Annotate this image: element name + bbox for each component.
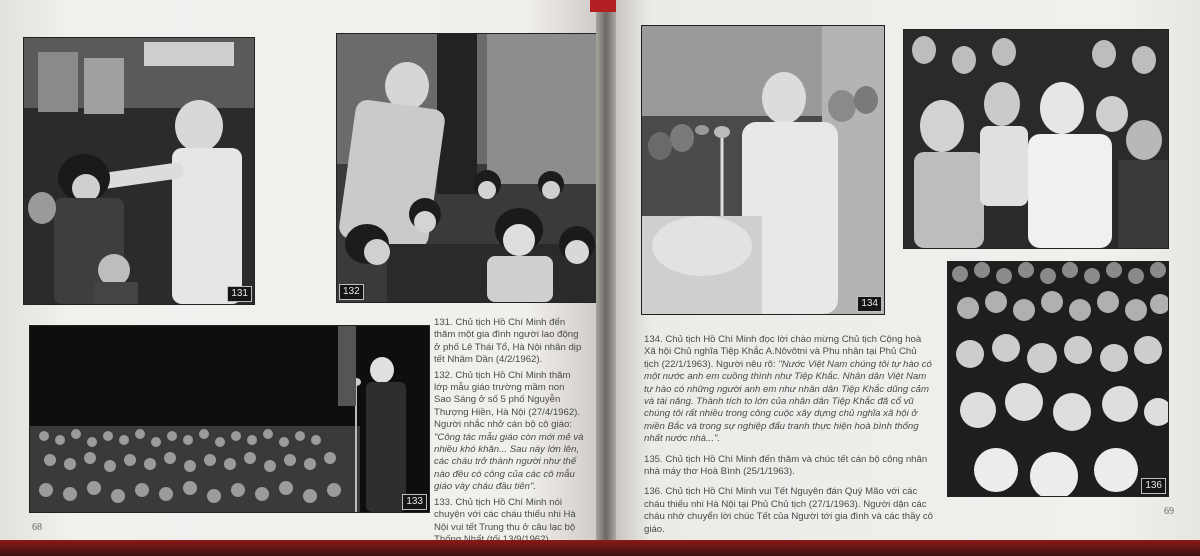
photo-number-badge: 136 (1141, 478, 1166, 494)
caption-block-right (644, 334, 934, 539)
caption-134-quote: "Nước Việt Nam chúng tôi tự hào có một nước anh em cuồng thình như Tiệp Khắc. Nhân dân Việt Nam tự hào có những người anh em như nhân dân Tiệp Khắc dũng cảm và tài năng. Thành tích to lớn của nhân dân Tiệp Khắc đã cổ vũ chúng tôi rất nhiều trong công cuộc xây dựng chủ nghĩa xã hội ở miền Bắc và trong sự nghiệp đấu tranh thực hiện hoà bình thống nhất nước nhà...". (644, 358, 932, 445)
photo-number-badge: 132 (339, 284, 364, 300)
book-cover-bottom-edge (0, 540, 1200, 556)
caption-134-lead: Người nêu rõ: (716, 358, 776, 370)
photo-number-badge: 131 (227, 286, 252, 302)
caption-134-text: 134. Chủ tịch Hồ Chí Minh đọc lời chào mừng Chủ tịch Cộng hoà Xã hội Chủ nghĩa Tiệp Khắc A.Nôvôtni và Phu nhân tại Phủ Chủ tịch (22/1/1963). (644, 334, 922, 370)
photo-number-badge: 133 (402, 494, 427, 510)
caption-136: 136. Chủ tịch Hồ Chí Minh vui Tết Nguyên đán Quý Mão với các cháu thiếu nhi Hà Nội tại Phủ Chủ tịch (27/1/1963). Người dặn các cháu nhớ chuyển lời chúc Tết của Người tới gia đình và các thầy cô giáo. (644, 486, 933, 535)
photo-132-image (337, 34, 599, 302)
photo-132 (337, 34, 599, 302)
photo-134 (642, 26, 884, 314)
photo-136-image (948, 262, 1168, 496)
photo-131-image (24, 38, 254, 304)
caption-135: 135. Chủ tịch Hồ Chí Minh đến thăm và chúc tết cán bộ công nhân nhà máy thơ Hoà Bình (25/1/1963). (644, 453, 928, 478)
photo-133 (30, 326, 429, 512)
photo-131 (24, 38, 254, 304)
photo-number-badge: 134 (857, 296, 882, 312)
photo-135 (904, 30, 1168, 248)
left-page (0, 0, 598, 540)
photo-136 (948, 262, 1168, 496)
left-page-number: 68 (32, 522, 42, 533)
caption-131: 131. Chủ tịch Hồ Chí Minh đến thăm một gia đình người lao động ở phố Lê Thái Tổ, Hà Nội nhân dịp tết Nhâm Dần (4/2/1962). (434, 317, 582, 366)
caption-133: 133. Chủ tịch Hồ Chí Minh nói chuyện với các cháu thiếu nhi Hà Nội vui tết Trung thu ở câu lạc bộ (434, 496, 576, 533)
right-page (616, 0, 1200, 540)
book-gutter (596, 0, 618, 540)
photo-133-image (30, 326, 429, 512)
caption-134 (644, 334, 934, 446)
caption-block-left (434, 317, 584, 549)
caption-132-text: 132. Chủ tịch Hồ Chí Minh thăm lớp mẫu giáo trường mầm non Sao Sáng ở số 5 phố Nguyễn Thượng Hiền, Hà Nội (27/4/1962). Người nhắc nhở cán bộ cô giáo: (434, 369, 581, 431)
photo-134-image (642, 26, 884, 314)
right-page-number: 69 (1164, 506, 1174, 517)
photo-135-image (904, 30, 1168, 248)
caption-132 (434, 370, 584, 494)
caption-132-quote: "Công tác mẫu giáo còn mới mẻ và nhiều khó khăn... Sau này lớn lên, các cháu trở thành người như thế nào đều có công của các cô mẫu giáo vày cháu đầu tiên". (434, 431, 584, 493)
